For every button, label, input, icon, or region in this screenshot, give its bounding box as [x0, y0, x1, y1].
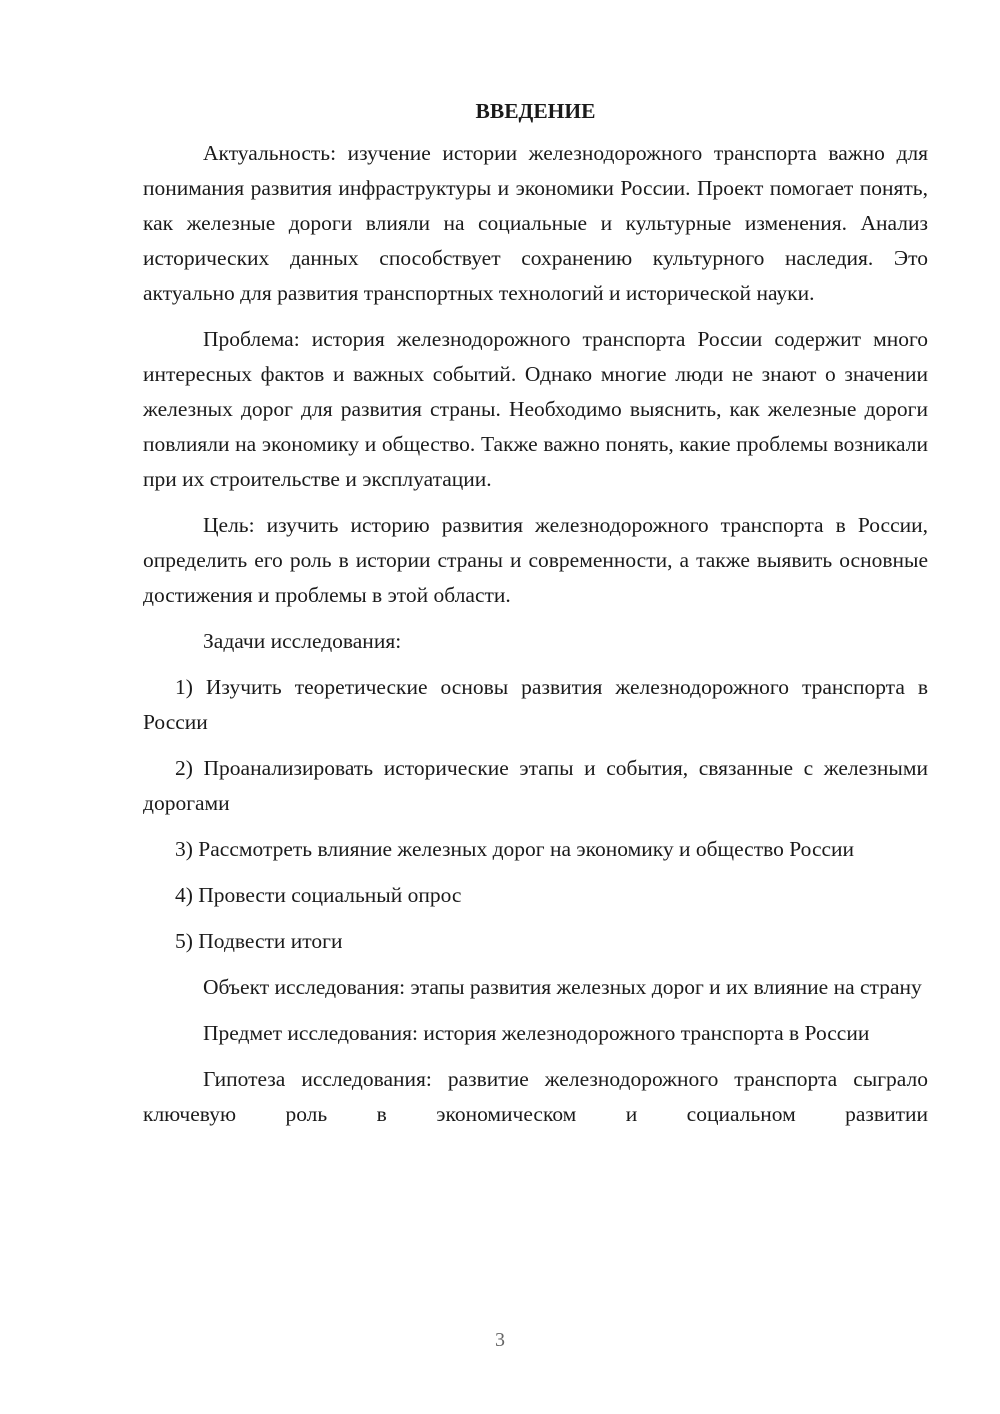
object-paragraph: Объект исследования: этапы развития железных дорог и их влияние на страну [203, 975, 922, 999]
relevance-paragraph: Актуальность: изучение истории железнодорожного транспорта важно для понимания развития инфраструктуры и экономики России. Проект помогает понять, как железные дороги влияли на социальные и культурные изменения. Анализ исторических данных способствует сохранению культурного наследия. Это актуально для развития транспортных технологий и исторической науки. [143, 141, 928, 305]
task-item-5: 5) Подвести итоги [175, 929, 343, 953]
task-item-4: 4) Провести социальный опрос [175, 883, 462, 907]
task-item-3: 3) Рассмотреть влияние железных дорог на экономику и общество России [175, 837, 855, 861]
problem-paragraph: Проблема: история железнодорожного транспорта России содержит много интересных фактов и важных событий. Однако многие люди не знают о значении железных дорог для развития страны. Необходимо выяснить, как железные дороги повлияли на экономику и общество. Также важно понять, какие проблемы возникали при их строительстве и эксплуатации. [143, 327, 928, 491]
page-number: 3 [495, 1329, 505, 1351]
goal-paragraph: Цель: изучить историю развития железнодорожного транспорта в России, определить его роль в истории страны и современности, а также выявить основные достижения и проблемы в этой области. [143, 513, 928, 607]
document-page [143, 96, 928, 1132]
subject-paragraph: Предмет исследования: история железнодорожного транспорта в России [203, 1021, 870, 1045]
section-heading: ВВЕДЕНИЕ [475, 99, 596, 123]
tasks-title: Задачи исследования: [203, 629, 402, 653]
task-item-2: 2) Проанализировать исторические этапы и события, связанные с железными дорогами [143, 756, 928, 815]
task-item-1: 1) Изучить теоретические основы развития железнодорожного транспорта в России [143, 675, 928, 734]
hypothesis-paragraph: Гипотеза исследования: развитие железнодорожного транспорта сыграло ключевую роль в экономическом и социальном развитии [143, 1067, 928, 1126]
